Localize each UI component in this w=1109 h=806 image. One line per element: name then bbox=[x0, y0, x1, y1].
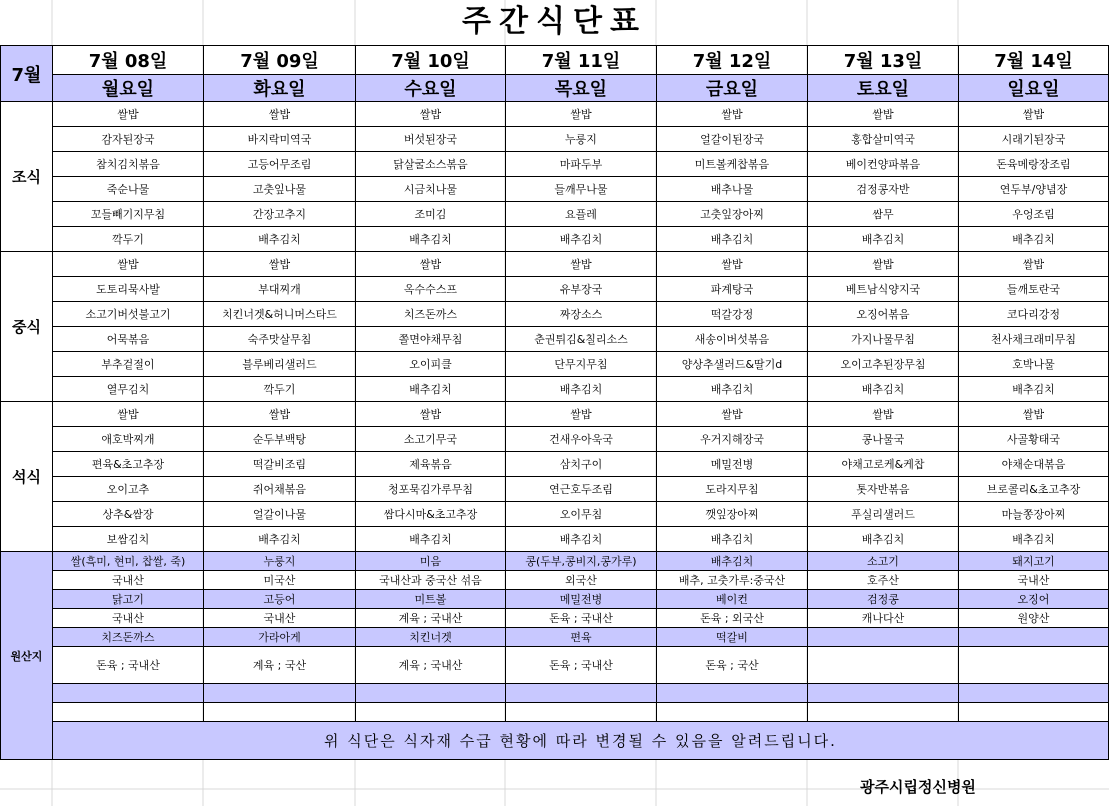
menu-item: 베이컨양파볶음 bbox=[808, 152, 959, 177]
menu-item: 떡갈비조림 bbox=[204, 452, 356, 477]
menu-row bbox=[1, 252, 1109, 277]
menu-row bbox=[1, 377, 1109, 402]
origin-cell: 콩(두부,콩비지,콩가루) bbox=[506, 552, 657, 571]
menu-item: 깍두기 bbox=[204, 377, 356, 402]
hospital-name: 광주시립정신병원 bbox=[860, 778, 976, 796]
menu-row bbox=[1, 152, 1109, 177]
menu-item: 버섯된장국 bbox=[356, 127, 506, 152]
date-header: 7월 10일 bbox=[356, 46, 506, 75]
origin-cell bbox=[808, 647, 959, 684]
menu-item: 바지락미역국 bbox=[204, 127, 356, 152]
menu-item: 요플레 bbox=[506, 202, 657, 227]
origin-cell: 소고기 bbox=[808, 552, 959, 571]
origin-cell bbox=[657, 703, 808, 722]
notice-text: 위 식단은 식자재 수급 현황에 따라 변경될 수 있음을 알려드립니다. bbox=[53, 722, 1109, 760]
menu-item: 쌀밥 bbox=[204, 252, 356, 277]
date-header: 7월 08일 bbox=[53, 46, 204, 75]
origin-cell bbox=[53, 703, 204, 722]
origin-cell bbox=[959, 628, 1109, 647]
menu-item: 배추김치 bbox=[356, 527, 506, 552]
menu-item: 꼬들빼기지무침 bbox=[53, 202, 204, 227]
menu-item: 청포묵김가루무침 bbox=[356, 477, 506, 502]
menu-item: 쌀밥 bbox=[506, 102, 657, 127]
origin-label: 원산지 bbox=[1, 552, 53, 760]
origin-cell: 검정콩 bbox=[808, 590, 959, 609]
menu-item: 얼갈이된장국 bbox=[657, 127, 808, 152]
menu-item: 배추김치 bbox=[356, 377, 506, 402]
origin-cell: 외국산 bbox=[506, 571, 657, 590]
menu-item: 유부장국 bbox=[506, 277, 657, 302]
menu-row bbox=[1, 302, 1109, 327]
origin-cell: 국내산 bbox=[959, 571, 1109, 590]
menu-item: 쌀밥 bbox=[808, 102, 959, 127]
origin-cell bbox=[808, 703, 959, 722]
menu-item: 닭살굴소스볶음 bbox=[356, 152, 506, 177]
menu-item: 베트남식양지국 bbox=[808, 277, 959, 302]
menu-item: 마파두부 bbox=[506, 152, 657, 177]
menu-row bbox=[1, 227, 1109, 252]
menu-row bbox=[1, 352, 1109, 377]
origin-cell bbox=[808, 684, 959, 703]
origin-cell: 배추김치 bbox=[657, 552, 808, 571]
date-header: 7월 11일 bbox=[506, 46, 657, 75]
menu-item: 배추김치 bbox=[204, 227, 356, 252]
origin-cell: 돈육 ; 국내산 bbox=[506, 609, 657, 628]
menu-item: 배추김치 bbox=[506, 227, 657, 252]
menu-item: 배추김치 bbox=[657, 227, 808, 252]
menu-item: 쌀밥 bbox=[356, 102, 506, 127]
menu-item: 부추겉절이 bbox=[53, 352, 204, 377]
origin-cell bbox=[808, 628, 959, 647]
menu-item: 호박나물 bbox=[959, 352, 1109, 377]
date-header: 7월 09일 bbox=[204, 46, 356, 75]
menu-item: 쌀밥 bbox=[53, 252, 204, 277]
origin-cell: 돼지고기 bbox=[959, 552, 1109, 571]
menu-item: 열무김치 bbox=[53, 377, 204, 402]
menu-item: 오이피클 bbox=[356, 352, 506, 377]
origin-row bbox=[1, 684, 1109, 703]
menu-item: 배추김치 bbox=[959, 227, 1109, 252]
month-label: 7월 bbox=[1, 46, 53, 102]
menu-row bbox=[1, 202, 1109, 227]
menu-item: 돈육메랑장조림 bbox=[959, 152, 1109, 177]
menu-item: 연근호두조림 bbox=[506, 477, 657, 502]
menu-item: 소고기무국 bbox=[356, 427, 506, 452]
menu-item: 쌀밥 bbox=[356, 402, 506, 427]
menu-item: 쌀밥 bbox=[53, 402, 204, 427]
origin-cell: 캐나다산 bbox=[808, 609, 959, 628]
menu-item: 양상추샐러드&딸기d bbox=[657, 352, 808, 377]
origin-cell bbox=[204, 703, 356, 722]
origin-cell bbox=[506, 684, 657, 703]
menu-item: 숙주맛살무침 bbox=[204, 327, 356, 352]
menu-item: 야채고로케&케찹 bbox=[808, 452, 959, 477]
menu-item: 배추나물 bbox=[657, 177, 808, 202]
menu-item: 간장고추지 bbox=[204, 202, 356, 227]
menu-item: 푸실리샐러드 bbox=[808, 502, 959, 527]
menu-item: 고춧잎나물 bbox=[204, 177, 356, 202]
meal-label: 중식 bbox=[1, 252, 53, 402]
menu-item: 배추김치 bbox=[808, 527, 959, 552]
menu-item: 배추김치 bbox=[506, 377, 657, 402]
menu-item: 쌀밥 bbox=[53, 102, 204, 127]
origin-cell: 치즈돈까스 bbox=[53, 628, 204, 647]
menu-item: 우거지해장국 bbox=[657, 427, 808, 452]
menu-item: 순두부백탕 bbox=[204, 427, 356, 452]
page-title: 주간식단표 bbox=[462, 4, 647, 39]
menu-item: 쥐어채볶음 bbox=[204, 477, 356, 502]
origin-row bbox=[1, 552, 1109, 571]
origin-cell: 오징어 bbox=[959, 590, 1109, 609]
origin-cell: 쌀(흑미, 현미, 찹쌀, 죽) bbox=[53, 552, 204, 571]
origin-row bbox=[1, 628, 1109, 647]
menu-item: 고등어무조림 bbox=[204, 152, 356, 177]
menu-item: 도토리묵사발 bbox=[53, 277, 204, 302]
menu-item: 편육&초고추장 bbox=[53, 452, 204, 477]
menu-item: 상추&쌈장 bbox=[53, 502, 204, 527]
menu-item: 오이고추된장무침 bbox=[808, 352, 959, 377]
origin-cell: 호주산 bbox=[808, 571, 959, 590]
menu-item: 배추김치 bbox=[808, 377, 959, 402]
menu-item: 치즈돈까스 bbox=[356, 302, 506, 327]
menu-item: 옥수수스프 bbox=[356, 277, 506, 302]
menu-item: 쌀밥 bbox=[506, 402, 657, 427]
menu-row bbox=[1, 452, 1109, 477]
weekday-header: 일요일 bbox=[959, 75, 1109, 102]
menu-item: 떡갈강정 bbox=[657, 302, 808, 327]
menu-item: 부대찌개 bbox=[204, 277, 356, 302]
menu-item: 감자된장국 bbox=[53, 127, 204, 152]
origin-cell: 돈육 ; 국산 bbox=[657, 647, 808, 684]
menu-item: 천사채크래미무침 bbox=[959, 327, 1109, 352]
weekday-header: 수요일 bbox=[356, 75, 506, 102]
menu-item: 짜장소스 bbox=[506, 302, 657, 327]
menu-item: 쌀밥 bbox=[808, 402, 959, 427]
menu-item: 쌀밥 bbox=[506, 252, 657, 277]
origin-cell bbox=[204, 684, 356, 703]
menu-item: 미트볼케찹볶음 bbox=[657, 152, 808, 177]
origin-cell bbox=[53, 684, 204, 703]
menu-item: 브로콜리&초고추장 bbox=[959, 477, 1109, 502]
origin-cell: 원양산 bbox=[959, 609, 1109, 628]
menu-item: 배추김치 bbox=[808, 227, 959, 252]
origin-cell bbox=[657, 684, 808, 703]
origin-cell bbox=[959, 647, 1109, 684]
origin-cell: 떡갈비 bbox=[657, 628, 808, 647]
menu-item: 쌀밥 bbox=[204, 102, 356, 127]
menu-item: 배추김치 bbox=[959, 377, 1109, 402]
date-header: 7월 14일 bbox=[959, 46, 1109, 75]
menu-item: 쌈무 bbox=[808, 202, 959, 227]
origin-row bbox=[1, 703, 1109, 722]
menu-item: 제육볶음 bbox=[356, 452, 506, 477]
menu-item: 검정콩자반 bbox=[808, 177, 959, 202]
menu-item: 삼치구이 bbox=[506, 452, 657, 477]
menu-item: 쌀밥 bbox=[959, 402, 1109, 427]
origin-row bbox=[1, 571, 1109, 590]
menu-item: 쫄면야채무침 bbox=[356, 327, 506, 352]
origin-cell bbox=[356, 703, 506, 722]
menu-row bbox=[1, 477, 1109, 502]
menu-item: 시래기된장국 bbox=[959, 127, 1109, 152]
menu-item: 배추김치 bbox=[657, 377, 808, 402]
menu-item: 치킨너겟&허니머스타드 bbox=[204, 302, 356, 327]
menu-item: 배추김치 bbox=[356, 227, 506, 252]
menu-item: 톳자반볶음 bbox=[808, 477, 959, 502]
origin-cell: 국내산 bbox=[53, 571, 204, 590]
menu-item: 배추김치 bbox=[657, 527, 808, 552]
menu-item: 쌀밥 bbox=[657, 252, 808, 277]
menu-item: 야채순대볶음 bbox=[959, 452, 1109, 477]
menu-item: 코다리강정 bbox=[959, 302, 1109, 327]
menu-row bbox=[1, 177, 1109, 202]
origin-cell: 계육 ; 국산 bbox=[204, 647, 356, 684]
menu-item: 메밀전병 bbox=[657, 452, 808, 477]
meal-label: 조식 bbox=[1, 102, 53, 252]
menu-item: 죽순나물 bbox=[53, 177, 204, 202]
origin-cell: 편육 bbox=[506, 628, 657, 647]
menu-row bbox=[1, 502, 1109, 527]
menu-item: 블루베리샐러드 bbox=[204, 352, 356, 377]
menu-item: 건새우아욱국 bbox=[506, 427, 657, 452]
origin-row bbox=[1, 647, 1109, 684]
menu-item: 쌀밥 bbox=[808, 252, 959, 277]
menu-item: 도라지무침 bbox=[657, 477, 808, 502]
menu-item: 깍두기 bbox=[53, 227, 204, 252]
origin-cell: 가라아게 bbox=[204, 628, 356, 647]
menu-item: 참치김치볶음 bbox=[53, 152, 204, 177]
menu-row bbox=[1, 327, 1109, 352]
menu-item: 오이무침 bbox=[506, 502, 657, 527]
menu-item: 쌀밥 bbox=[356, 252, 506, 277]
menu-table bbox=[0, 45, 1109, 760]
menu-item: 들깨무나물 bbox=[506, 177, 657, 202]
menu-item: 춘권튀김&칠리소스 bbox=[506, 327, 657, 352]
menu-item: 마늘쫑장아찌 bbox=[959, 502, 1109, 527]
menu-row bbox=[1, 527, 1109, 552]
origin-cell: 미트볼 bbox=[356, 590, 506, 609]
origin-cell: 계육 ; 국내산 bbox=[356, 647, 506, 684]
origin-cell: 국내산 bbox=[53, 609, 204, 628]
origin-row bbox=[1, 609, 1109, 628]
menu-item: 파계탕국 bbox=[657, 277, 808, 302]
menu-item: 조미김 bbox=[356, 202, 506, 227]
menu-item: 깻잎장아찌 bbox=[657, 502, 808, 527]
menu-row bbox=[1, 277, 1109, 302]
menu-item: 어묵볶음 bbox=[53, 327, 204, 352]
origin-cell: 배추, 고춧가루:중국산 bbox=[657, 571, 808, 590]
menu-item: 오이고추 bbox=[53, 477, 204, 502]
menu-item: 누룽지 bbox=[506, 127, 657, 152]
menu-item: 배추김치 bbox=[506, 527, 657, 552]
origin-cell: 국내산과 중국산 섞음 bbox=[356, 571, 506, 590]
menu-item: 가지나물무침 bbox=[808, 327, 959, 352]
menu-item: 연두부/양념장 bbox=[959, 177, 1109, 202]
origin-cell bbox=[959, 703, 1109, 722]
origin-cell: 돈육 ; 외국산 bbox=[657, 609, 808, 628]
menu-item: 쌀밥 bbox=[959, 102, 1109, 127]
origin-cell: 미국산 bbox=[204, 571, 356, 590]
date-header: 7월 13일 bbox=[808, 46, 959, 75]
menu-item: 고춧잎장아찌 bbox=[657, 202, 808, 227]
weekday-header: 월요일 bbox=[53, 75, 204, 102]
origin-cell: 닭고기 bbox=[53, 590, 204, 609]
menu-item: 새송이버섯볶음 bbox=[657, 327, 808, 352]
menu-item: 얼갈이나물 bbox=[204, 502, 356, 527]
menu-row bbox=[1, 402, 1109, 427]
menu-item: 애호박찌개 bbox=[53, 427, 204, 452]
origin-cell bbox=[506, 703, 657, 722]
origin-cell: 메밀전병 bbox=[506, 590, 657, 609]
meal-label: 석식 bbox=[1, 402, 53, 552]
menu-item: 오징어볶음 bbox=[808, 302, 959, 327]
origin-cell: 돈육 ; 국내산 bbox=[506, 647, 657, 684]
menu-item: 들깨토란국 bbox=[959, 277, 1109, 302]
origin-cell: 고등어 bbox=[204, 590, 356, 609]
origin-cell: 베이컨 bbox=[657, 590, 808, 609]
date-header: 7월 12일 bbox=[657, 46, 808, 75]
menu-row bbox=[1, 127, 1109, 152]
menu-item: 홍합살미역국 bbox=[808, 127, 959, 152]
origin-cell: 돈육 ; 국내산 bbox=[53, 647, 204, 684]
menu-item: 보쌈김치 bbox=[53, 527, 204, 552]
origin-cell bbox=[959, 684, 1109, 703]
menu-item: 소고기버섯불고기 bbox=[53, 302, 204, 327]
menu-item: 쌈다시마&초고추장 bbox=[356, 502, 506, 527]
menu-row bbox=[1, 102, 1109, 127]
origin-cell: 누룽지 bbox=[204, 552, 356, 571]
menu-item: 우엉조림 bbox=[959, 202, 1109, 227]
menu-item: 쌀밥 bbox=[657, 402, 808, 427]
menu-row bbox=[1, 427, 1109, 452]
weekday-header: 금요일 bbox=[657, 75, 808, 102]
weekday-header: 화요일 bbox=[204, 75, 356, 102]
menu-item: 쌀밥 bbox=[657, 102, 808, 127]
menu-item: 시금치나물 bbox=[356, 177, 506, 202]
origin-cell bbox=[356, 684, 506, 703]
origin-cell: 국내산 bbox=[204, 609, 356, 628]
menu-item: 쌀밥 bbox=[959, 252, 1109, 277]
origin-cell: 미음 bbox=[356, 552, 506, 571]
menu-item: 단무지무침 bbox=[506, 352, 657, 377]
menu-item: 배추김치 bbox=[959, 527, 1109, 552]
origin-cell: 치킨너겟 bbox=[356, 628, 506, 647]
origin-row bbox=[1, 590, 1109, 609]
menu-item: 배추김치 bbox=[204, 527, 356, 552]
menu-item: 콩나물국 bbox=[808, 427, 959, 452]
weekday-header: 목요일 bbox=[506, 75, 657, 102]
weekday-header: 토요일 bbox=[808, 75, 959, 102]
menu-item: 사골황태국 bbox=[959, 427, 1109, 452]
origin-cell: 계육 ; 국내산 bbox=[356, 609, 506, 628]
menu-item: 쌀밥 bbox=[204, 402, 356, 427]
